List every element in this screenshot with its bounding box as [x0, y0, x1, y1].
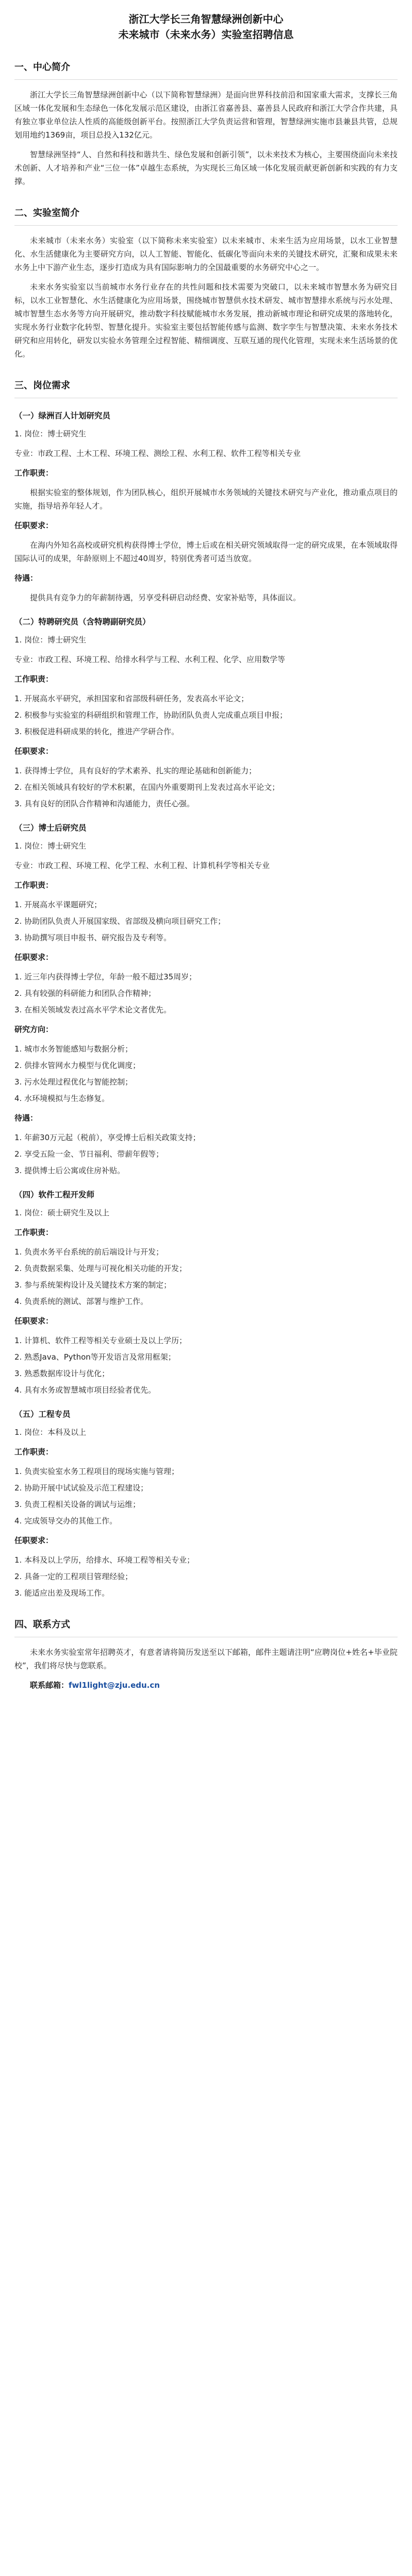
position-5-req-list [14, 1553, 398, 1600]
list-item: 2. 积极参与实验室的科研组织和管理工作，协助团队负责人完成重点项目申报； [14, 710, 288, 720]
list-item: 3. 参与系统架构设计及关键技术方案的制定； [14, 1280, 172, 1290]
section-heading-positions: 三、岗位需求 [14, 380, 70, 391]
list-item: 3. 积极促进科研成果的转化，推进产学研合作。 [14, 727, 179, 736]
list-item: 4. 负责系统的测试、部署与维护工作。 [14, 1297, 149, 1306]
list-item: 2. 供排水管网水力模型与优化调度； [14, 1061, 141, 1070]
position-3-title: （三）博士后研究员 [14, 823, 87, 833]
section-divider [14, 225, 398, 226]
list-item: 1. 开展高水平研究，承担国家和省部级科研任务，发表高水平论文； [14, 694, 249, 703]
list-item: 1. 本科及以上学历，给排水、环境工程等相关专业； [14, 1555, 195, 1565]
list-item: 1. 负责水务平台系统的前后端设计与开发； [14, 1247, 164, 1257]
page-title-line1: 浙江大学长三角智慧绿洲创新中心 [128, 13, 284, 25]
list-item: 1. 获得博士学位，具有良好的学术素养、扎实的理论基础和创新能力； [14, 766, 257, 775]
list-item: 4. 具有水务或智慧城市项目经验者优先。 [14, 1385, 156, 1395]
position-1-treat-label: 待遇： [14, 573, 38, 583]
position-3-treat-list [14, 1131, 398, 1177]
list-item: 1. 负责实验室水务工程项目的现场实施与管理； [14, 1467, 179, 1476]
section-heading-lab: 二、实验室简介 [14, 208, 79, 218]
position-2-req-list [14, 764, 398, 810]
list-item: 2. 协助团队负责人开展国家级、省部级及横向项目研究工作； [14, 917, 226, 926]
list-item: 2. 在相关领域具有较好的学术积累，在国内外重要期刊上发表过高水平论文； [14, 783, 280, 792]
section-heading-intro: 一、中心简介 [14, 62, 70, 73]
list-item: 1. 开展高水平课题研究； [14, 900, 102, 909]
position-2-major: 专业：市政工程、环境工程、给排水科学与工程、水利工程、化学、应用数学等 [14, 655, 286, 664]
position-3-duties-list [14, 898, 398, 944]
position-3-major: 专业：市政工程、环境工程、化学工程、水利工程、计算机科学等相关专业 [14, 861, 270, 870]
position-3-research-list [14, 1042, 398, 1105]
position-5-title: （五）工程专员 [14, 1410, 71, 1419]
position-4-duties-list [14, 1245, 398, 1308]
intro-paragraph-2: 智慧绿洲坚持“人、自然和科技和谐共生、绿色发展和创新引领”，以未来技术为核心，主要围绕面向未来技术创新、人才培养和产业“三位一体”卓越生态系统，为实现长三角区域一体化发展贡献更新创新和实践的有力支撑。 [14, 150, 398, 186]
position-3-subtitle: 1. 岗位：博士研究生 [14, 841, 87, 851]
list-item: 4. 水环境模拟与生态修复。 [14, 1094, 110, 1103]
list-item: 4. 完成领导交办的其他工作。 [14, 1516, 118, 1526]
list-item: 2. 协助开展中试试验及示范工程建设； [14, 1483, 149, 1493]
position-4-subtitle: 1. 岗位：硕士研究生及以上 [14, 1208, 110, 1217]
list-item: 1. 城市水务智能感知与数据分析； [14, 1044, 133, 1054]
list-item: 2. 负责数据采集、处理与可视化相关功能的开发； [14, 1264, 187, 1273]
position-2-subtitle: 1. 岗位：博士研究生 [14, 635, 87, 645]
position-1-major: 专业：市政工程、土木工程、环境工程、测绘工程、水利工程、软件工程等相关专业 [14, 449, 301, 458]
position-5-duties-label: 工作职责： [14, 1447, 54, 1456]
contact-email-line [14, 1679, 398, 1692]
list-item: 3. 能适应出差及现场工作。 [14, 1588, 110, 1598]
position-1-treat: 提供具有竞争力的年薪制待遇，另享受科研启动经费、安家补贴等，具体面议。 [30, 593, 301, 602]
position-1-req-label: 任职要求： [14, 521, 54, 530]
position-4-duties-label: 工作职责： [14, 1228, 54, 1237]
list-item: 2. 具备一定的工程项目管理经验； [14, 1572, 133, 1581]
position-1-duties-label: 工作职责： [14, 468, 54, 478]
position-3-req-label: 任职要求： [14, 953, 54, 962]
list-item: 3. 负责工程相关设备的调试与运维； [14, 1500, 141, 1509]
list-item: 3. 在相关领域发表过高水平学术论文者优先。 [14, 1005, 172, 1014]
position-2-req-label: 任职要求： [14, 747, 54, 756]
list-item: 3. 熟悉数据库设计与优化； [14, 1369, 110, 1378]
contact-email-link[interactable]: fwl1light@zju.edu.cn [69, 1681, 160, 1690]
list-item: 2. 熟悉Java、Python等开发语言及常用框架； [14, 1352, 176, 1362]
position-4-title: （四）软件工程开发师 [14, 1190, 95, 1199]
list-item: 3. 提供博士后公寓或住房补贴。 [14, 1166, 125, 1175]
lab-paragraph-2: 未来水务实验室以当前城市水务行业存在的共性问题和技术需要为突破口，以未来城市智慧水务为研究目标，以水工业智慧化、水生活健康化为应用场景，围绕城市智慧供水技术研发、城市智慧排水系统与污水处理、城市智慧生态水务等方向开展研究，推动数字科技赋能城市水务发展，推动新城市理论和研究成果的落地转化，实现水务行业数字化转型、智慧化提升。实验室主要包括智能传感与监测、数字孪生与智慧决策、未来水务技术研究和应用转化，研发以实验水务管理全过程智能、精细调度、互联互通的现代化管理，实现未来生活场景的优化。 [14, 282, 398, 359]
position-2-duties-label: 工作职责： [14, 674, 54, 684]
list-item: 1. 近三年内获得博士学位，年龄一般不超过35周岁； [14, 972, 197, 981]
section-heading-contact: 四、联系方式 [14, 1619, 70, 1630]
intro-paragraph-1: 浙江大学长三角智慧绿洲创新中心（以下简称智慧绿洲）是面向世界科技前沿和国家重大需求，支撑长三角区域一体化发展和生态绿色一体化发展示范区建设，由浙江省嘉善县、嘉善县人民政府和浙江大学合作共建，具有独立事业单位法人性质的高能级创新平台。按照浙江大学负责运营和管理，智慧绿洲实施市县兼县共管，总规划用地约1369亩，项目总投入132亿元。 [14, 90, 398, 140]
contact-paragraph: 未来水务实验室常年招聘英才，有意者请将简历发送至以下邮箱，邮件主题请注明“应聘岗位+姓名+毕业院校”，我们将尽快与您联系。 [14, 1648, 398, 1670]
list-item: 2. 享受五险一金、节日福利、带薪年假等； [14, 1149, 164, 1159]
list-item: 2. 具有较强的科研能力和团队合作精神； [14, 989, 156, 998]
position-5-subtitle: 1. 岗位：本科及以上 [14, 1428, 87, 1437]
position-2-duties-list [14, 692, 398, 738]
lab-paragraph-1: 未来城市（未来水务）实验室（以下简称未来实验室）以未来城市、未来生活为应用场景，以水工业智慧化、水生活健康化为主要研究方向，以人工智能、智能化、低碳化等面向未来的关键技术研究，汇聚和成果未来水务上中下游产业生态，逐步打造成为具有国际影响力的全国最重要的水务研究中心之一。 [14, 236, 398, 272]
position-5-req-label: 任职要求： [14, 1536, 54, 1545]
contact-email-label: 联系邮箱： [30, 1681, 69, 1690]
position-2-title: （二）特聘研究员（含特聘副研究员） [14, 617, 151, 626]
position-1-req: 在海内外知名高校或研究机构获得博士学位，博士后或在相关研究领域取得一定的研究成果，在本领域取得国际认可的成果，年龄原则上不超过40周岁，特别优秀者可适当放宽。 [14, 540, 398, 563]
page-title-line2: 未来城市（未来水务）实验室招聘信息 [118, 28, 294, 41]
position-3-research-label: 研究方向： [14, 1025, 54, 1034]
position-3-req-list [14, 970, 398, 1016]
list-item: 3. 协助撰写项目申报书、研究报告及专利等。 [14, 933, 172, 942]
position-4-req-list [14, 1334, 398, 1397]
position-4-req-label: 任职要求： [14, 1316, 54, 1326]
list-item: 1. 计算机、软件工程等相关专业硕士及以上学历； [14, 1336, 187, 1345]
position-3-treat-label: 待遇： [14, 1113, 38, 1123]
section-divider [14, 79, 398, 80]
position-1-title: （一）绿洲百人计划研究员 [14, 411, 111, 420]
position-1-subtitle: 1. 岗位：博士研究生 [14, 429, 87, 438]
position-1-duties: 根据实验室的整体规划，作为团队核心，组织开展城市水务领域的关键技术研究与产业化，推动重点项目的实施，指导培养年轻人才。 [14, 488, 398, 511]
position-3-duties-label: 工作职责： [14, 880, 54, 890]
list-item: 3. 污水处理过程优化与智能控制； [14, 1077, 133, 1087]
list-item: 1. 年薪30万元起（税前），享受博士后相关政策支持； [14, 1133, 201, 1142]
list-item: 3. 具有良好的团队合作精神和沟通能力，责任心强。 [14, 799, 195, 808]
position-5-duties-list [14, 1465, 398, 1528]
